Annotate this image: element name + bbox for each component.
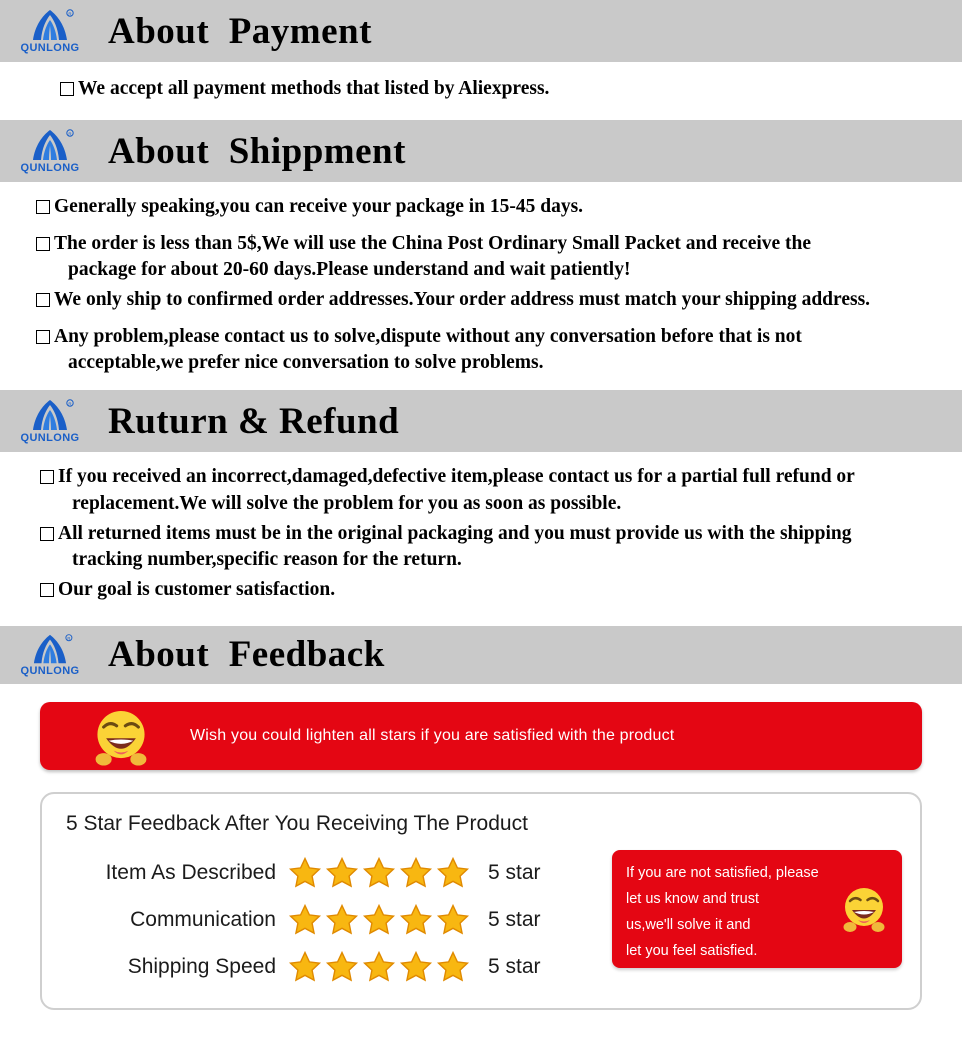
star-icon[interactable]: [399, 903, 433, 937]
table-row: [60, 944, 590, 991]
brand-logo: [14, 633, 86, 677]
table-row: [60, 897, 590, 944]
note-line: let you feel satisfied.: [626, 942, 758, 959]
star-icon[interactable]: [436, 856, 470, 890]
list-item: [36, 194, 948, 220]
list-item-text: Generally speaking,you can receive your package in 15-45 days.: [54, 196, 584, 218]
star-icon[interactable]: [436, 950, 470, 984]
section-header-payment: [0, 0, 962, 62]
section-header-return-refund: [0, 390, 962, 452]
star-icon[interactable]: [436, 903, 470, 937]
note-line: If you are not satisfied, please: [626, 864, 819, 881]
svg-text:R: R: [68, 401, 72, 407]
brand-logo: [14, 128, 86, 174]
rating-score: 5 star: [488, 908, 541, 932]
checkbox-icon: [40, 527, 54, 541]
list-item-text: We only ship to confirmed order addresses.Your order address must match your shipping address.: [54, 289, 871, 311]
qunlong-logo-icon: [23, 633, 77, 667]
feedback-banner-text: Wish you could lighten all stars if you are satisfied with the product: [190, 726, 675, 744]
section-title-payment: About Payment: [108, 10, 372, 52]
checkbox-icon: [60, 82, 74, 96]
not-satisfied-note: [612, 850, 902, 968]
svg-text:R: R: [68, 131, 72, 137]
star-icon[interactable]: [325, 950, 359, 984]
star-icon[interactable]: [288, 903, 322, 937]
note-line: let us know and trust: [626, 890, 759, 907]
list-item-text-cont: package for about 20-60 days.Please understand and wait patiently!: [68, 258, 631, 280]
star-icon[interactable]: [399, 950, 433, 984]
checkbox-icon: [36, 293, 50, 307]
feedback-rating-table: [60, 850, 590, 991]
star-rating[interactable]: [288, 903, 470, 937]
checkbox-icon: [36, 237, 50, 251]
qunlong-logo-icon: [23, 398, 77, 434]
checkbox-icon: [40, 470, 54, 484]
list-item: [40, 577, 948, 603]
qunlong-logo-icon: [23, 8, 77, 44]
star-icon[interactable]: [362, 950, 396, 984]
brand-name: QUNLONG: [20, 42, 80, 54]
section-header-shippment: [0, 120, 962, 182]
rating-label: Communication: [130, 908, 276, 932]
list-item: [36, 287, 948, 313]
list-item-text-cont: replacement.We will solve the problem for you as soon as possible.: [72, 492, 622, 514]
qunlong-logo-icon: [23, 128, 77, 164]
list-item-text: Our goal is customer satisfaction.: [58, 579, 336, 601]
list-item-text: Any problem,please contact us to solve,dispute without any conversation before that is not: [54, 325, 802, 347]
feedback-card: [40, 792, 922, 1010]
list-item-text: All returned items must be in the original packaging and you must provide us with the shipping: [58, 522, 852, 544]
feedback-banner: [40, 702, 922, 770]
list-item-text: The order is less than 5$,We will use the China Post Ordinary Small Packet and receive the: [54, 232, 812, 254]
brand-logo: [14, 8, 86, 54]
list-item-text: If you received an incorrect,damaged,defective item,please contact us for a partial full refund or: [58, 466, 855, 488]
list-item-text: We accept all payment methods that listed by Aliexpress.: [78, 78, 550, 99]
star-icon[interactable]: [399, 856, 433, 890]
section-title-shippment: About Shippment: [108, 130, 406, 172]
list-item: [40, 521, 948, 574]
star-rating[interactable]: [288, 856, 470, 890]
feedback-card-title: 5 Star Feedback After You Receiving The Product: [66, 811, 528, 835]
brand-logo: [14, 398, 86, 444]
star-icon[interactable]: [288, 950, 322, 984]
section-title-return-refund: Ruturn & Refund: [108, 400, 400, 442]
rating-label: Item As Described: [105, 861, 276, 885]
section-body-payment: [0, 62, 962, 120]
brand-name: QUNLONG: [20, 432, 80, 445]
rating-label: Shipping Speed: [127, 955, 276, 979]
list-item: [40, 464, 948, 517]
star-icon[interactable]: [362, 856, 396, 890]
star-icon[interactable]: [325, 856, 359, 890]
section-body-shippment: [0, 182, 962, 390]
rating-score: 5 star: [488, 955, 541, 979]
brand-name: QUNLONG: [20, 162, 80, 175]
table-row: [60, 850, 590, 897]
star-rating[interactable]: [288, 950, 470, 984]
star-icon[interactable]: [288, 856, 322, 890]
feedback-area: [0, 684, 962, 1010]
checkbox-icon: [36, 330, 50, 344]
brand-name: QUNLONG: [20, 664, 80, 677]
rating-score: 5 star: [488, 861, 541, 885]
note-line: us,we'll solve it and: [626, 916, 751, 933]
list-item: [36, 324, 948, 377]
laughing-emoji-icon: [88, 706, 154, 768]
star-icon[interactable]: [325, 903, 359, 937]
star-icon[interactable]: [362, 903, 396, 937]
svg-text:R: R: [68, 11, 72, 17]
list-item: [36, 231, 948, 284]
checkbox-icon: [40, 583, 54, 597]
svg-text:R: R: [67, 635, 71, 641]
laughing-emoji-icon: [838, 884, 890, 934]
section-title-feedback: About Feedback: [108, 634, 385, 676]
section-header-feedback: [0, 626, 962, 684]
section-body-return-refund: [0, 452, 962, 626]
list-item-text-cont: acceptable,we prefer nice conversation to solve problems.: [68, 351, 544, 373]
list-item-text-cont: tracking number,specific reason for the return.: [72, 549, 462, 571]
checkbox-icon: [36, 200, 50, 214]
list-item: [60, 76, 948, 102]
